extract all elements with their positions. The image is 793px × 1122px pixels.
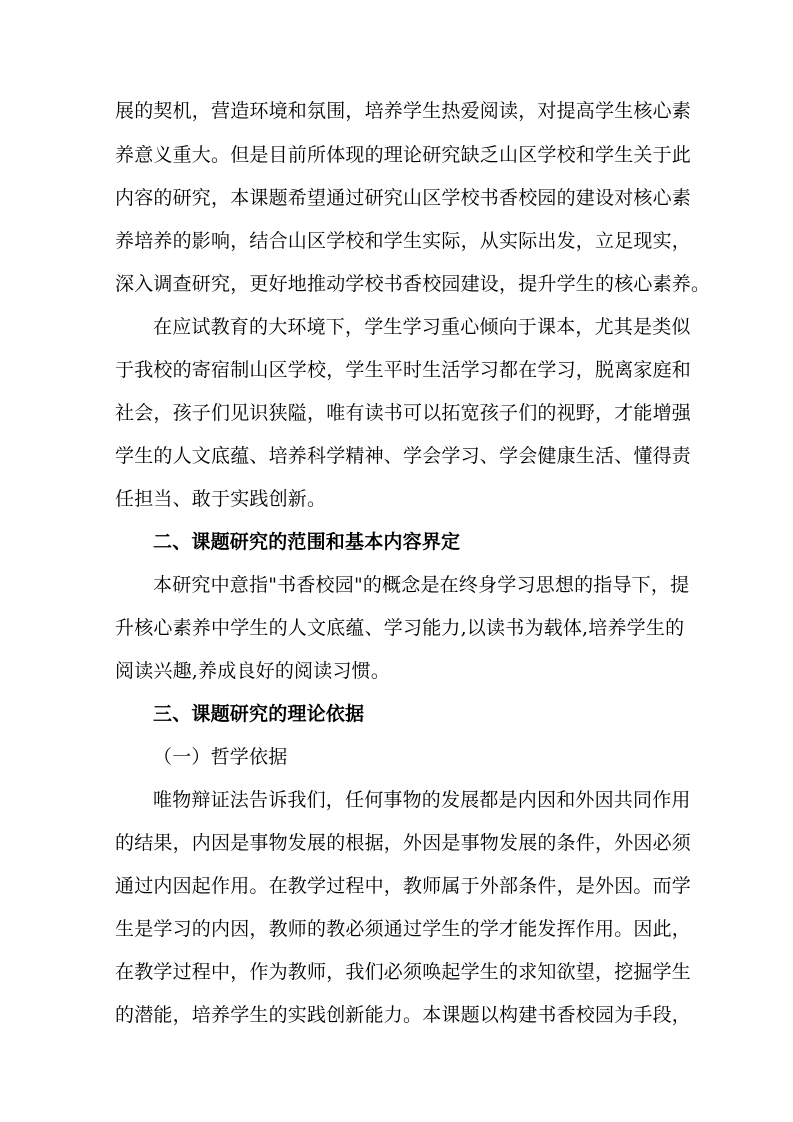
paragraph-first-line: 在应试教育的大环境下，学生学习重心倾向于课本，尤其是类似 [153,316,691,338]
body-text-line: 生是学习的内因，教师的教必须通过学生的学才能发挥作用。因此， [115,918,692,940]
body-text-line: 的潜能，培养学生的实践创新能力。本课题以构建书香校园为手段， [115,1004,692,1026]
body-text-line: 深入调查研究，更好地推动学校书香校园建设，提升学生的核心素养。 [115,273,711,295]
body-text-line: 内容的研究，本课题希望通过研究山区学校书香校园的建设对核心素 [115,187,692,209]
body-text-line: 通过内因起作用。在教学过程中，教师属于外部条件，是外因。而学 [115,875,692,897]
body-text-line: 社会，孩子们见识狭隘，唯有读书可以拓宽孩子们的视野，才能增强 [115,402,692,424]
subsection-heading: （一）哲学依据 [153,746,288,768]
body-text-line: 升核心素养中学生的人文底蕴、学习能力,以读书为载体,培养学生的 [115,617,685,639]
body-text-line: 于我校的寄宿制山区学校，学生平时生活学习都在学习，脱离家庭和 [115,359,692,381]
body-text-line: 学生的人文底蕴、培养科学精神、学会学习、学会健康生活、懂得责 [115,445,692,467]
body-text-line: 展的契机，营造环境和氛围，培养学生热爱阅读，对提高学生核心素 [115,100,692,122]
body-text-line: 养培养的影响，结合山区学校和学生实际，从实际出发，立足现实， [115,230,692,252]
body-text-line: 任担当、敢于实践创新。 [115,488,327,510]
body-text-line: 养意义重大。但是目前所体现的理论研究缺乏山区学校和学生关于此 [115,144,692,166]
body-text-line: 的结果，内因是事物发展的根据，外因是事物发展的条件，外因必须 [115,832,692,854]
section-heading: 三、课题研究的理论依据 [153,703,365,725]
body-text-line: 在教学过程中，作为教师，我们必须唤起学生的求知欲望，挖掘学生 [115,961,692,983]
paragraph-first-line: 本研究中意指"书香校园"的概念是在终身学习思想的指导下，提 [153,574,690,596]
paragraph-first-line: 唯物辩证法告诉我们，任何事物的发展都是内因和外因共同作用 [153,789,691,811]
body-text-line: 阅读兴趣,养成良好的阅读习惯。 [115,660,391,682]
section-heading: 二、课题研究的范围和基本内容界定 [153,531,461,553]
